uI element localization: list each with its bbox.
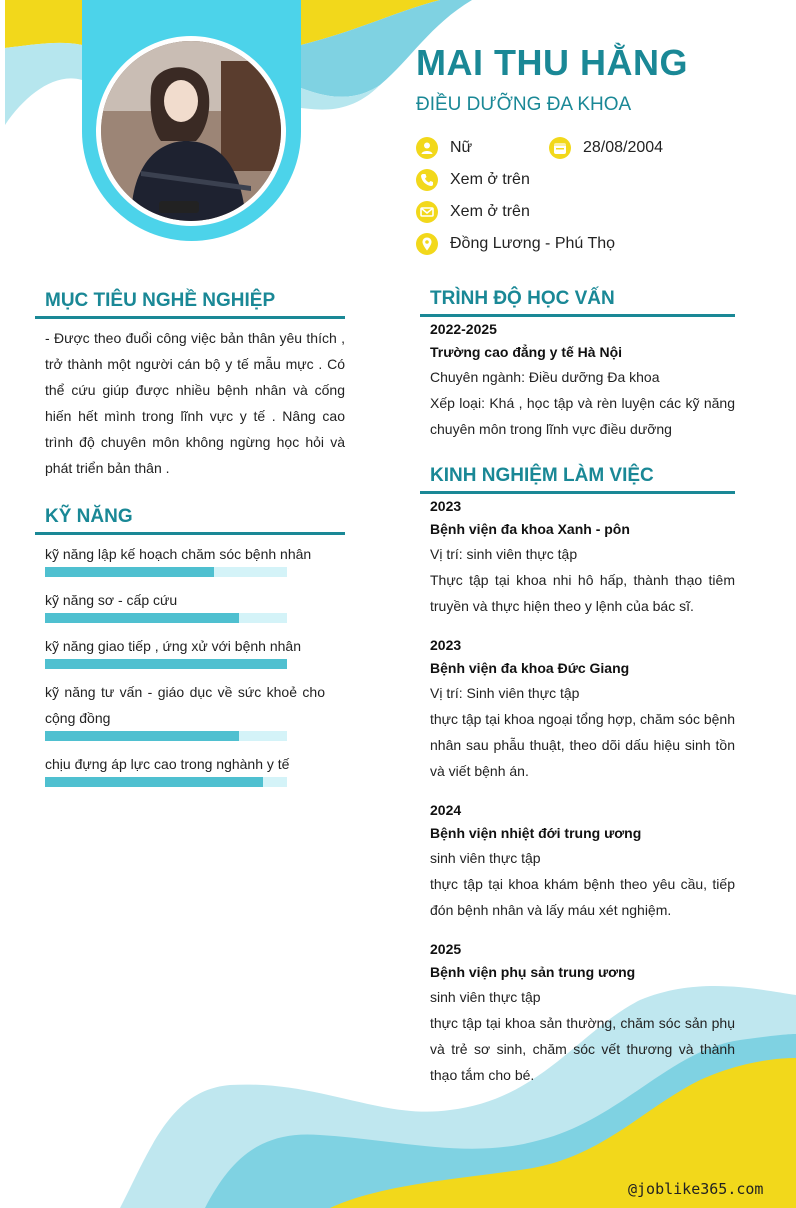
- phone-icon: [416, 169, 438, 191]
- calendar-icon: [549, 137, 571, 159]
- experience-org: Bệnh viện đa khoa Đức Giang: [430, 660, 630, 676]
- experience-entry: [430, 495, 735, 619]
- skill-bar-fill: [45, 613, 239, 623]
- objective-divider: [35, 316, 345, 319]
- objective-heading: MỤC TIÊU NGHỀ NGHIỆP: [45, 290, 276, 311]
- experience-year: 2025: [430, 941, 462, 957]
- experience-entry: [430, 634, 735, 784]
- mail-icon: [416, 201, 438, 223]
- experience-role: Vị trí: Sinh viên thực tập: [430, 685, 580, 701]
- experience-desc: thực tập tại khoa sản thường, chăm sóc sản phụ và trẻ sơ sinh, chăm sóc vết thương và thành thạo tắm cho bé.: [430, 1015, 735, 1083]
- skill-label: kỹ năng giao tiếp , ứng xử với bệnh nhân: [45, 638, 301, 654]
- experience-org: Bệnh viện đa khoa Xanh - pôn: [430, 521, 630, 537]
- skills-divider: [35, 532, 345, 535]
- experience-heading: KINH NGHIỆM LÀM VIỆC: [430, 465, 654, 486]
- skill-label: kỹ năng sơ - cấp cứu: [45, 592, 178, 608]
- skill-bar: [45, 777, 287, 787]
- email-row: [416, 201, 530, 223]
- skill-label: kỹ năng lập kế hoạch chăm sóc bệnh nhân: [45, 546, 312, 562]
- gender-value: Nữ: [450, 139, 473, 156]
- experience-entry: [430, 938, 735, 1088]
- profile-photo: [96, 36, 286, 226]
- experience-desc: thực tập tại khoa khám bệnh theo yêu cầu, tiếp đón bệnh nhân và lấy máu xét nghiệm.: [430, 876, 735, 918]
- experience-role: sinh viên thực tập: [430, 989, 541, 1005]
- address-row: [416, 233, 615, 255]
- skill-bar: [45, 659, 287, 669]
- location-icon: [416, 233, 438, 255]
- experience-year: 2023: [430, 637, 462, 653]
- user-icon: [416, 137, 438, 159]
- experience-entry: [430, 799, 735, 923]
- experience-org: Bệnh viện nhiệt đới trung ương: [430, 825, 642, 841]
- birthdate-value: 28/08/2004: [583, 139, 664, 156]
- skills-heading: KỸ NĂNG: [45, 506, 133, 527]
- skill-bar-fill: [45, 731, 239, 741]
- education-heading: TRÌNH ĐỘ HỌC VẤN: [430, 288, 615, 309]
- avatar-illustration: [101, 41, 281, 221]
- education-grade: Xếp loại: Khá , học tập và rèn luyện các kỹ năng chuyên môn trong lĩnh vực điều dưỡng: [430, 395, 735, 437]
- gender-row: [416, 137, 472, 159]
- education-period: 2022-2025: [430, 321, 497, 337]
- skill-bar-fill: [45, 567, 214, 577]
- experience-role: sinh viên thực tập: [430, 850, 541, 866]
- education-school: Trường cao đẳng y tế Hà Nội: [430, 344, 623, 360]
- skill-bar: [45, 567, 287, 577]
- skill-bar-fill: [45, 777, 263, 787]
- job-title: ĐIỀU DƯỠNG ĐA KHOA: [416, 94, 632, 115]
- experience-year: 2024: [430, 802, 462, 818]
- education-divider: [420, 314, 735, 317]
- email-value: Xem ở trên: [450, 203, 530, 220]
- birthdate-row: [549, 137, 663, 159]
- experience-year: 2023: [430, 498, 462, 514]
- objective-text: - Được theo đuổi công việc bản thân yêu thích , trở thành một người cán bộ y tế mẫu mực . Có thể cứu giúp được nhiều bệnh nhân và cống hiến hết mình trong lĩnh vực y tế . Nâng cao trình độ chuyên môn không ngừng học hỏi và phát triển bản thân .: [45, 330, 345, 476]
- candidate-name: MAI THU HẰNG: [416, 42, 688, 83]
- skill-label: chịu đựng áp lực cao trong nghành y tế: [45, 756, 290, 772]
- phone-row: [416, 169, 530, 191]
- experience-desc: thực tập tại khoa ngoại tổng hợp, chăm sóc bệnh nhân sau phẫu thuật, theo dõi dấu hiệu sinh tồn và viết bệnh án.: [430, 711, 735, 779]
- experience-role: Vị trí: sinh viên thực tập: [430, 546, 578, 562]
- watermark: @joblike365.com: [628, 1180, 764, 1198]
- address-value: Đồng Lương - Phú Thọ: [450, 235, 616, 252]
- experience-divider: [420, 491, 735, 494]
- experience-desc: Thực tập tại khoa nhi hô hấp, thành thạo tiêm truyền và thực hiện theo y lệnh của bác sĩ.: [430, 572, 735, 614]
- education-major: Chuyên ngành: Điều dưỡng Đa khoa: [430, 369, 660, 385]
- skill-label: kỹ năng tư vấn - giáo dục về sức khoẻ cho cộng đồng: [45, 684, 325, 726]
- experience-org: Bệnh viện phụ sản trung ương: [430, 964, 636, 980]
- phone-value: Xem ở trên: [450, 171, 530, 188]
- education-entry: [430, 318, 735, 442]
- skill-bar-fill: [45, 659, 287, 669]
- skill-bar: [45, 613, 287, 623]
- skill-bar: [45, 731, 287, 741]
